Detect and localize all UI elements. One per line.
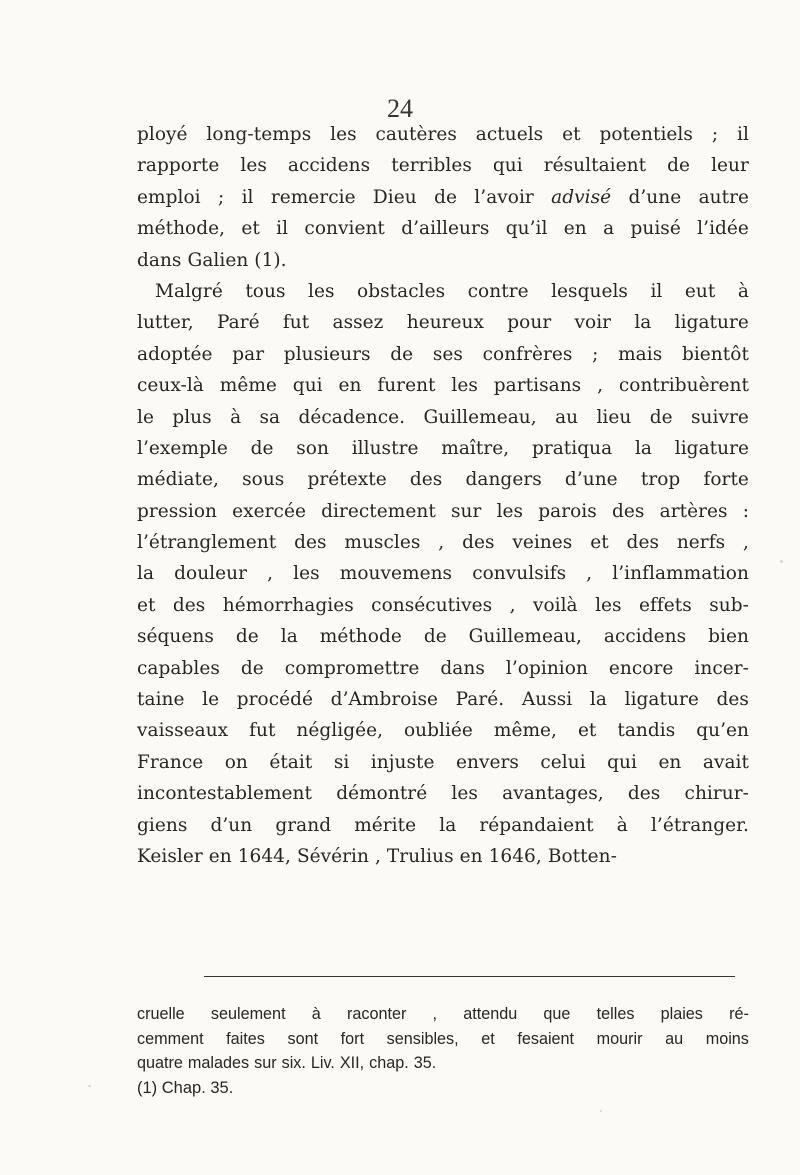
body-text-line: Keisler en 1644, Sévérin , Trulius en 1646, Botten-	[137, 845, 617, 867]
body-text-line: vaisseaux fut négligée, oubliée même, et tandis qu’en	[137, 720, 749, 742]
body-text-line: méthode, et il convient d’ailleurs qu’il en a puisé l’idée	[137, 218, 749, 240]
body-text-line: emploi ; il remercie Dieu de l’avoir advisé d’une autre	[137, 186, 749, 208]
body-text-line: rapporte les accidens terribles qui résultaient de leur	[137, 155, 749, 177]
body-text-line: dans Galien (1).	[137, 249, 287, 271]
body-text-line: séquens de la méthode de Guillemeau, accidens bien	[137, 626, 749, 648]
page-number: 24	[387, 94, 413, 123]
footnote-rule	[204, 976, 735, 977]
footnote-line: cruelle seulement à raconter , attendu que telles plaies ré-	[137, 1005, 749, 1023]
body-text-line: France on était si injuste envers celui qui en avait	[137, 751, 749, 773]
body-text-line: capables de compromettre dans l’opinion encore incer-	[137, 657, 749, 679]
body-text-line: ployé long-temps les cautères actuels et potentiels ; il	[137, 124, 749, 145]
body-text-line: giens d’un grand mérite la répandaient à l’étranger.	[137, 814, 749, 836]
body-text-line: lutter, Paré fut assez heureux pour voir la ligature	[137, 312, 749, 334]
body-text-line: médiate, sous prétexte des dangers d’une trop forte	[137, 469, 749, 491]
paper-speck	[600, 1110, 602, 1112]
footnote-continuation	[137, 1002, 749, 1076]
body-text-line: taine le procédé d’Ambroise Paré. Aussi la ligature des	[137, 689, 749, 711]
body-text-line: la douleur , les mouvemens convulsifs , l’inflammation	[137, 563, 749, 585]
footnote-line: cemment faites sont fort sensibles, et fesaient mourir au moins	[137, 1029, 749, 1048]
paper-speck	[88, 1085, 91, 1087]
body-text-line: le plus à sa décadence. Guillemeau, au lieu de suivre	[137, 406, 749, 428]
footnote-line: quatre malades sur six. Liv. XII, chap. 35.	[137, 1054, 437, 1072]
body-text-line: incontestablement démontré les avantages, des chirur-	[137, 783, 749, 805]
footnotes	[137, 1002, 749, 1100]
body-text-line: pression exercée directement sur les parois des artères :	[137, 500, 749, 522]
main-text	[137, 119, 749, 872]
body-text-line: l’exemple de son illustre maître, pratiqua la ligature	[137, 437, 749, 459]
body-text-line: Malgré tous les obstacles contre lesquels il eut à	[155, 280, 749, 302]
paper-speck	[780, 560, 783, 563]
footnote-1: (1) Chap. 35.	[137, 1078, 234, 1097]
body-text-line: et des hémorrhagies consécutives , voilà les effets sub-	[137, 594, 749, 616]
body-text-line: adoptée par plusieurs de ses confrères ; mais bientôt	[137, 343, 749, 365]
body-text-line: ceux-là même qui en furent les partisans , contribuèrent	[137, 375, 749, 397]
body-text-line: l’étranglement des muscles , des veines et des nerfs ,	[137, 532, 749, 554]
